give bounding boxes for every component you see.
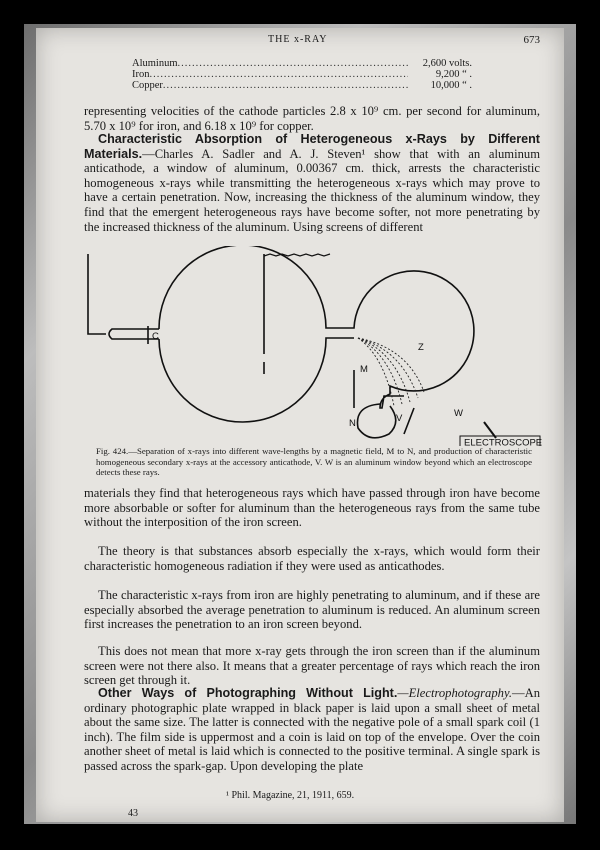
- spark-gap-zigzag: [264, 254, 330, 256]
- tube-outline-lower: [159, 338, 354, 422]
- section-heading: Other Ways of Photographing Without Light.: [98, 686, 398, 700]
- electroscope-label: ELECTROSCOPE: [464, 437, 543, 446]
- paragraph-velocities: representing velocities of the cathode particles 2.8 x 10⁹ cm. per second for aluminum, 5.70 x 10⁹ for iron, and 6.18 x 10⁹ for copper.: [84, 104, 540, 133]
- page-number: 673: [523, 34, 540, 46]
- label-m: M: [360, 364, 368, 375]
- metal-name: Copper: [132, 80, 163, 91]
- voltage-value: 2,600 volts.: [422, 58, 472, 69]
- metal-name: Iron: [132, 69, 150, 80]
- paragraph-meaning: This does not mean that more x-ray gets through the iron screen than if the aluminum screen were not there also. It means that a greater percentage of rays which reach the iron screen get through it.: [84, 644, 540, 688]
- leader-dots: [150, 69, 409, 80]
- footnote: ¹ Phil. Magazine, 21, 1911, 659.: [226, 790, 355, 801]
- voltage-value: 10,000 “ .: [430, 80, 472, 91]
- table-row: [132, 58, 472, 69]
- italic-subheading: —Electrophotography.: [397, 686, 512, 700]
- cathode-wire: [88, 254, 106, 334]
- book-page: [36, 28, 564, 822]
- voltage-value: 9,200 “ .: [435, 69, 472, 80]
- figure-424-diagram: [84, 246, 544, 446]
- folio-number: 43: [128, 808, 138, 819]
- voltage-table: [132, 58, 472, 91]
- table-row: [132, 80, 472, 91]
- label-w: W: [454, 408, 463, 419]
- leader-dots: [163, 80, 408, 91]
- leader-dots: [178, 58, 408, 69]
- paragraph-electrophotography: [84, 686, 540, 774]
- tube-outline: [159, 246, 474, 408]
- paragraph-body: —An ordinary photographic plate wrapped in black paper is laid upon a small sheet of metal about the same size. The latter is connected with the negative pole of a small spark coil (1 inch). The film side is uppermost and a coin is laid on top of the envelope. Over the coin another sheet of metal is laid which is connected to the positive terminal. A single spark is passed across the spark-gap. Upon developing the plate: [84, 686, 540, 773]
- figure-caption: Fig. 424.—Separation of x-rays into different wave-lengths by a magnetic field, M to N, and production of characteristic homogeneous secondary x-rays at the accessory anticathode, V. W is an aluminum window beyond which an electroscope detects these rays.: [96, 446, 532, 477]
- label-n: N: [349, 418, 356, 429]
- v-support: [404, 408, 414, 434]
- table-row: [132, 69, 472, 80]
- paragraph-materials: materials they find that heterogeneous rays which have passed through iron have become more absorbable or softer for aluminum than the heterogeneous rays from the same tube without the interposition of the iron screen.: [84, 486, 540, 530]
- paragraph-theory: The theory is that substances absorb especially the x-rays, which would form their characteristic homogeneous radiation if they were used as anticathodes.: [84, 544, 540, 573]
- accessory-bulb: [357, 404, 395, 438]
- header-title: THE x-RAY: [268, 34, 328, 45]
- label-v: V: [396, 413, 403, 424]
- paragraph-body: —Charles A. Sadler and A. J. Steven¹ show that with an aluminum anticathode, a window of aluminum, 0.00367 cm. thick, arrests the characteristic homogeneous x-rays while transmitting the heterogeneous x-rays which may prove to have a certain penetration. Now, increasing the thickness of the aluminum window, they find that the emergent heterogeneous rays have become softer, not more penetrating by the increased thickness of the aluminum. Using screens of different: [84, 146, 540, 234]
- paragraph-characteristic-absorption: [84, 132, 540, 234]
- paragraph-iron-rays: The characteristic x-rays from iron are highly penetrating to aluminum, and if these are especially absorbed the average penetration to aluminum is reduced. An aluminum screen first increases the penetration to an iron screen beyond.: [84, 588, 540, 632]
- metal-name: Aluminum: [132, 58, 178, 69]
- label-z: Z: [418, 342, 424, 353]
- section-heading: Characteristic Absorption of Heterogeneous x-Rays by Different Materials.: [84, 132, 540, 161]
- label-c: C: [152, 331, 159, 342]
